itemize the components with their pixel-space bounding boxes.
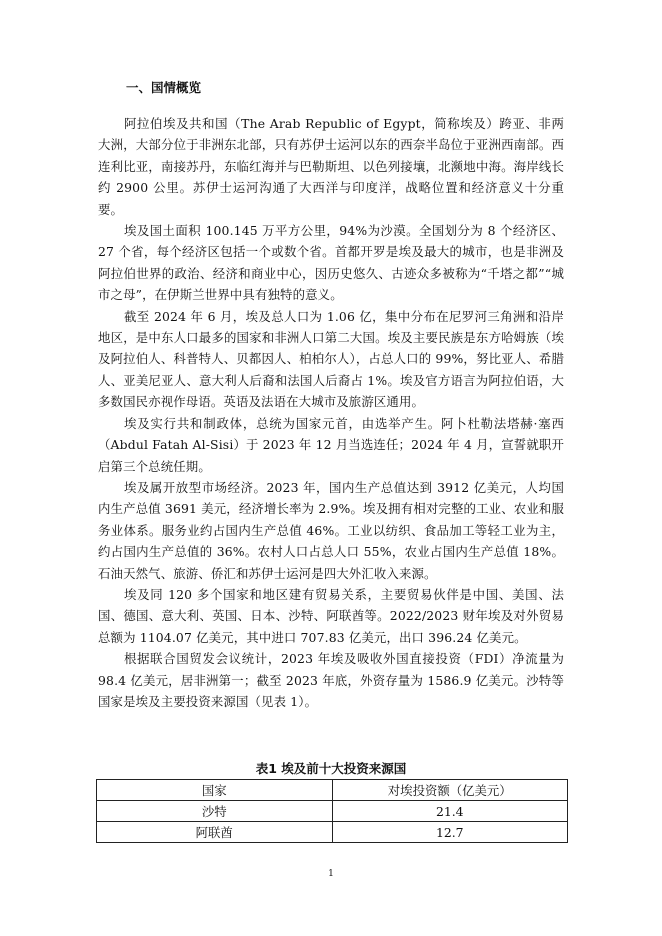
table-title: 表1 埃及前十大投资来源国 bbox=[255, 761, 407, 776]
table-cell-country: 沙特 bbox=[97, 801, 333, 822]
investment-table bbox=[96, 779, 568, 843]
paragraph-trade: 埃及同 120 多个国家和地区建有贸易关系，主要贸易伙伴是中国、美国、法国、德国、意大利、英国、日本、沙特、阿联酋等。2022/2023 财年埃及对外贸易总额为 1104.07 亿美元，其中进口 707.83 亿美元，出口 396.24 亿美元。 bbox=[98, 586, 564, 645]
table-cell-investment: 12.7 bbox=[332, 822, 568, 843]
column-header-investment: 对埃投资额（亿美元） bbox=[332, 780, 568, 801]
page-number: 1 bbox=[328, 869, 334, 879]
table-cell-investment: 21.4 bbox=[332, 801, 568, 822]
table-cell-country: 阿联酋 bbox=[97, 822, 333, 843]
body-text bbox=[98, 113, 564, 712]
paragraph-population: 截至 2024 年 6 月，埃及总人口为 1.06 亿，集中分布在尼罗河三角洲和沿岸地区，是中东人口最多的国家和非洲人口第二大国。埃及主要民族是东方哈姆族（埃及阿拉伯人、科普特人、贝都因人、柏柏尔人），占总人口的 99%，努比亚人、希腊人、亚美尼亚人、意大利人后裔和法国人后裔占 1%。埃及官方语言为阿拉伯语，大多数国民亦视作母语。英语及法语在大城市及旅游区通用。 bbox=[98, 308, 564, 410]
paragraph-politics: 埃及实行共和制政体，总统为国家元首，由选举产生。阿卜杜勒法塔赫·塞西（Abdul Fatah Al-Sisi）于 2023 年 12 月当选连任；2024 年 4 月，宣誓就职开启第三个总统任期。 bbox=[98, 415, 564, 474]
table-row bbox=[97, 822, 568, 843]
column-header-country: 国家 bbox=[97, 780, 333, 801]
table-row bbox=[97, 801, 568, 822]
paragraph-geography: 阿拉伯埃及共和国（The Arab Republic of Egypt，简称埃及）跨亚、非两大洲，大部分位于非洲东北部，只有苏伊士运河以东的西奈半岛位于亚洲西南部。西连利比亚，南接苏丹，东临红海并与巴勒斯坦、以色列接壤，北濒地中海。海岸线长约 2900 公里。苏伊士运河沟通了大西洋与印度洋，战略位置和经济意义十分重要。 bbox=[98, 116, 564, 217]
paragraph-economy: 埃及属开放型市场经济。2023 年，国内生产总值达到 3912 亿美元，人均国内生产总值 3691 美元，经济增长率为 2.9%。埃及拥有相对完整的工业、农业和服务业体系。服务业约占国内生产总值 46%。工业以纺织、食品加工等轻工业为主，约占国内生产总值的 36%。农村人口占总人口 55%，农业占国内生产总值 18%。石油天然气、旅游、侨汇和苏伊士运河是四大外汇收入来源。 bbox=[98, 479, 564, 581]
table-header-row bbox=[97, 780, 568, 801]
paragraph-territory: 埃及国土面积 100.145 万平方公里，94%为沙漠。全国划分为 8 个经济区、27 个省，每个经济区包括一个或数个省。首都开罗是埃及最大的城市，也是非洲及阿拉伯世界的政治、经济和商业中心，因历史悠久、古迹众多被称为“千塔之都”“城市之母”，在伊斯兰世界中具有独特的意义。 bbox=[98, 223, 564, 303]
section-heading: 一、国情概览 bbox=[126, 80, 202, 95]
paragraph-investment: 根据联合国贸发会议统计，2023 年埃及吸收外国直接投资（FDI）净流量为 98.4 亿美元，居非洲第一；截至 2023 年底，外资存量为 1586.9 亿美元。沙特等国家是埃及主要投资来源国（见表 1）。 bbox=[98, 651, 564, 709]
